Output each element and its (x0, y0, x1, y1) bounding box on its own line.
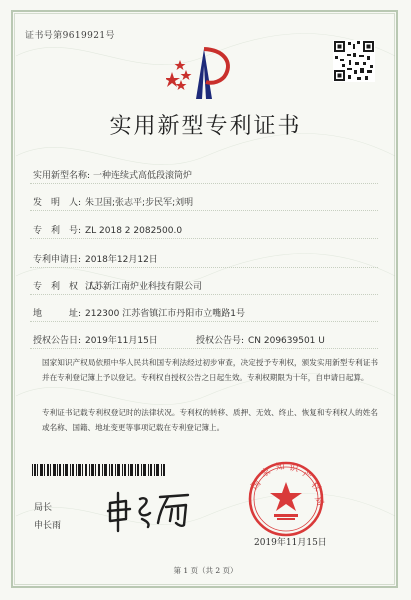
director-name: 申长雨 (34, 521, 62, 531)
director-title: 局长 (34, 503, 53, 513)
separator (30, 267, 378, 268)
separator (30, 321, 378, 322)
field-inventors: 发 明 人: 朱卫国;张志平;步民军;刘明 (33, 198, 194, 208)
separator (30, 238, 378, 239)
field-utility-model-name: 实用新型名称: 一种连续式高低段滚筒炉 (33, 171, 193, 181)
svg-text:国: 国 (249, 478, 264, 493)
svg-text:识: 识 (288, 463, 300, 475)
certificate-title: 实用新型专利证书 (109, 114, 302, 139)
cnipa-emblem-icon (166, 44, 240, 102)
certificate-serial: 证书号第9619921号 (25, 31, 115, 41)
separator (30, 348, 378, 349)
field-application-date: 专利申请日: 2018年12月12日 (33, 255, 158, 265)
field-publication-number: 授权公告号: CN 209639501 U (196, 336, 325, 346)
svg-text:知: 知 (275, 461, 286, 473)
svg-text:局: 局 (312, 495, 325, 508)
director-signature (104, 489, 194, 533)
official-seal-icon (246, 460, 326, 538)
separator (30, 210, 378, 211)
barcode-icon (32, 464, 166, 476)
qr-code-icon (333, 40, 375, 82)
svg-text:产: 产 (300, 468, 314, 483)
field-address: 地 址: 212300 江苏省镇江市丹阳市立嘴路1号 (33, 309, 245, 319)
field-patentee: 专 利 权 人:江苏新江南炉业科技有限公司 (33, 282, 203, 292)
statement-paragraph-1: 国家知识产权局依照中华人民共和国专利法经过初步审查，决定授予专利权，颁发实用新型专利证书并在专利登记簿上予以登记。专利权自授权公告之日起生效。专利权期限为十年，自申请日起算。 (42, 358, 378, 382)
field-patent-number: 专 利 号: ZL 2018 2 2082500.0 (33, 226, 183, 236)
statement-paragraph-2: 专利证书记载专利权登记时的法律状况。专利权的转移、质押、无效、终止、恢复和专利权人的姓名或名称、国籍、地址变更等事项记载在专利登记簿上。 (42, 408, 378, 432)
field-grant-date: 授权公告日: 2019年11月15日 (33, 336, 158, 346)
svg-text:权: 权 (308, 480, 323, 494)
issue-date: 2019年11月15日 (254, 538, 327, 548)
separator (30, 183, 378, 184)
page-indicator: 第 1 页（共 2 页） (173, 566, 238, 575)
separator (30, 294, 378, 295)
svg-text:家: 家 (259, 466, 273, 480)
